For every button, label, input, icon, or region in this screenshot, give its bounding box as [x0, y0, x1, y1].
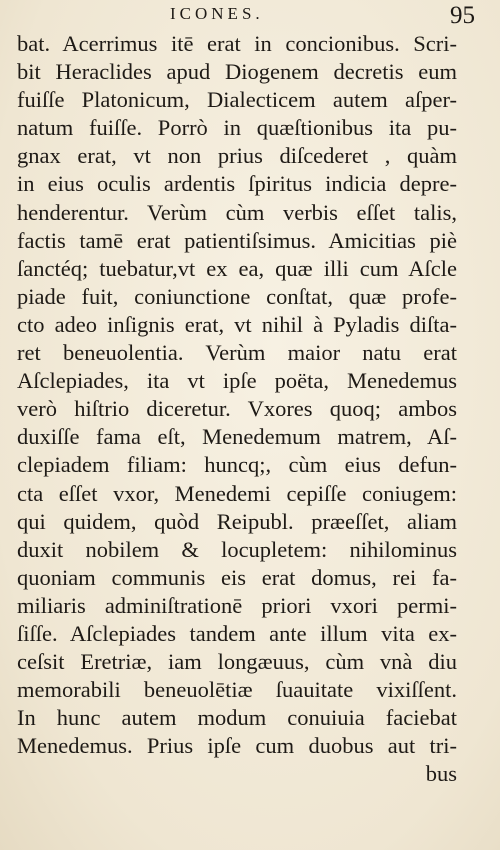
- text-line: verò hiſtrio diceretur. Vxores quoq; ambos: [17, 396, 457, 422]
- text-line: cto adeo inſignis erat, vt nihil à Pyladis diſta-: [17, 311, 457, 337]
- text-line: in eius oculis ardentis ſpiritus indicia depre-: [17, 171, 457, 197]
- text-line: fuiſſe Platonicum, Dialecticem autem aſper-: [17, 87, 457, 113]
- text-line: piade fuit, coniunctione conſtat, quæ profe-: [17, 283, 457, 309]
- text-line: Aſclepiades, ita vt ipſe poëta, Menedemus: [17, 368, 457, 394]
- text-line: factis tamē erat patientiſsimus. Amicitias piè: [17, 227, 457, 253]
- text-line: duxiſſe fama eſt, Menedemum matrem, Aſ-: [17, 424, 457, 450]
- catchword: bus: [425, 761, 457, 787]
- text-line: memorabili beneuolētiæ ſuauitate vixiſſent.: [17, 677, 457, 703]
- running-head: ICONES.: [170, 4, 264, 23]
- text-line: cta eſſet vxor, Menedemi cepiſſe coniugem:: [17, 480, 457, 506]
- text-line: bat. Acerrimus itē erat in concionibus. Scri-: [17, 31, 457, 56]
- text-line: bit Heraclides apud Diogenem decretis eum: [17, 59, 457, 85]
- text-line: In hunc autem modum conuiuia faciebat: [17, 705, 457, 731]
- text-line: quoniam communis eis erat domus, rei fa-: [17, 564, 457, 590]
- text-line: ſiſſe. Aſclepiades tandem ante illum vita ex-: [17, 620, 457, 646]
- page-header: [0, 2, 500, 32]
- text-line: henderentur. Verùm cùm verbis eſſet talis,: [17, 199, 457, 225]
- text-line: gnax erat, vt non prius diſcederet , quàm: [17, 143, 457, 169]
- text-line: miliaris adminiſtrationē priori vxori permi-: [17, 592, 457, 618]
- page-number: 95: [450, 2, 475, 29]
- text-line: clepiadem filiam: huncq;, cùm eius defun-: [17, 452, 457, 478]
- body-text: [17, 30, 457, 789]
- text-line: qui quidem, quòd Reipubl. præeſſet, aliam: [17, 508, 457, 534]
- text-line: ſanctéq; tuebatur,vt ex ea, quæ illi cum Aſcle: [17, 255, 457, 281]
- text-line: ret beneuolentia. Verùm maior natu erat: [17, 340, 457, 366]
- text-line: ceſsit Eretriæ, iam longæuus, cùm vnà diu: [17, 649, 457, 675]
- text-line: Menedemus. Prius ipſe cum duobus aut tri-: [17, 733, 457, 759]
- text-line: natum fuiſſe. Porrò in quæſtionibus ita pu-: [17, 115, 457, 141]
- text-line: duxit nobilem & locupletem: nihilominus: [17, 536, 457, 562]
